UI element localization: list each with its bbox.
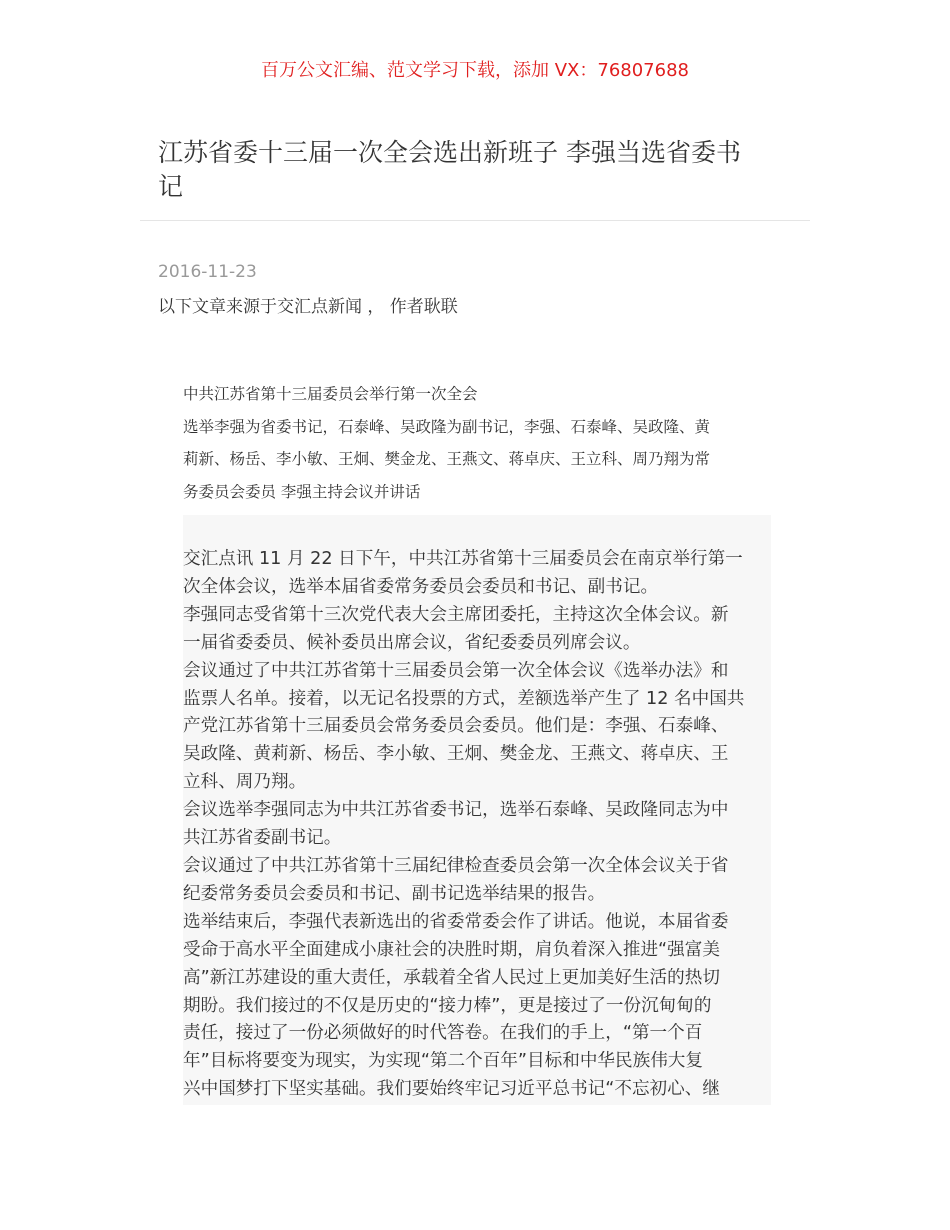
- body-line: 会议通过了中共江苏省第十三届纪律检查委员会第一次全体会议关于省: [183, 855, 729, 876]
- article-body: [183, 546, 783, 1104]
- article-summary: [183, 378, 783, 509]
- body-line: 立科、周乃翔。: [183, 772, 307, 793]
- body-line: 责任，接过了一份必须做好的时代答卷。在我们的手上，“第一个百: [183, 1023, 703, 1044]
- body-line: 李强同志受省第十三次党代表大会主席团委托，主持这次全体会议。新: [183, 604, 729, 625]
- body-line: 纪委常务委员会委员和书记、副书记选举结果的报告。: [183, 883, 606, 904]
- body-line: 选举结束后，李强代表新选出的省委常委会作了讲话。他说，本届省委: [183, 911, 729, 932]
- title-line: 记: [158, 172, 184, 201]
- summary-line: 中共江苏省第十三届委员会举行第一次全会: [183, 385, 478, 403]
- body-line: 交汇点讯 11 月 22 日下午，中共江苏省第十三届委员会在南京举行第一: [183, 549, 743, 569]
- body-line: 兴中国梦打下坚实基础。我们要始终牢记习近平总书记“不忘初心、继: [183, 1079, 720, 1100]
- body-line: 会议选举李强同志为中共江苏省委书记，选举石泰峰、吴政隆同志为中: [183, 800, 729, 821]
- publish-date: 2016-11-23: [158, 262, 257, 282]
- watermark-banner: 百万公文汇编、范文学习下载，添加 VX：76807688: [261, 60, 689, 81]
- body-line: 监票人名单。接着，以无记名投票的方式，差额选举产生了 12 名中国共: [183, 688, 745, 709]
- body-line: 年”目标将要变为现实，为实现“第二个百年”目标和中华民族伟大复: [183, 1051, 703, 1072]
- summary-line: 莉新、杨岳、李小敏、王炯、樊金龙、王燕文、蒋卓庆、王立科、周乃翔为常: [183, 450, 711, 469]
- body-line: 次全体会议，选举本届省委常务委员会委员和书记、副书记。: [183, 576, 659, 597]
- body-line: 受命于高水平全面建成小康社会的决胜时期，肩负着深入推进“强富美: [183, 939, 720, 960]
- body-line: 产党江苏省第十三届委员会常务委员会委员。他们是：李强、石泰峰、: [183, 716, 729, 737]
- body-line: 高”新江苏建设的重大责任，承载着全省人民过上更加美好生活的热切: [183, 967, 720, 988]
- title-line: 江苏省委十三届一次全会选出新班子 李强当选省委书: [158, 138, 741, 167]
- summary-line: 务委员会委员 李强主持会议并讲话: [183, 483, 421, 502]
- body-line: 吴政隆、黄莉新、杨岳、李小敏、王炯、樊金龙、王燕文、蒋卓庆、王: [183, 744, 729, 765]
- article-source: 以下文章来源于交汇点新闻 ， 作者耿联: [158, 297, 458, 317]
- summary-line: 选举李强为省委书记，石泰峰、吴政隆为副书记，李强、石泰峰、吴政隆、黄: [183, 417, 711, 436]
- body-line: 会议通过了中共江苏省第十三届委员会第一次全体会议《选举办法》和: [183, 660, 729, 681]
- body-line: 共江苏省委副书记。: [183, 828, 342, 849]
- body-line: 一届省委委员、候补委员出席会议，省纪委委员列席会议。: [183, 632, 641, 653]
- body-line: 期盼。我们接过的不仅是历史的“接力棒”，更是接过了一份沉甸甸的: [183, 995, 712, 1016]
- title-divider: [140, 220, 810, 221]
- article-title: [158, 136, 783, 204]
